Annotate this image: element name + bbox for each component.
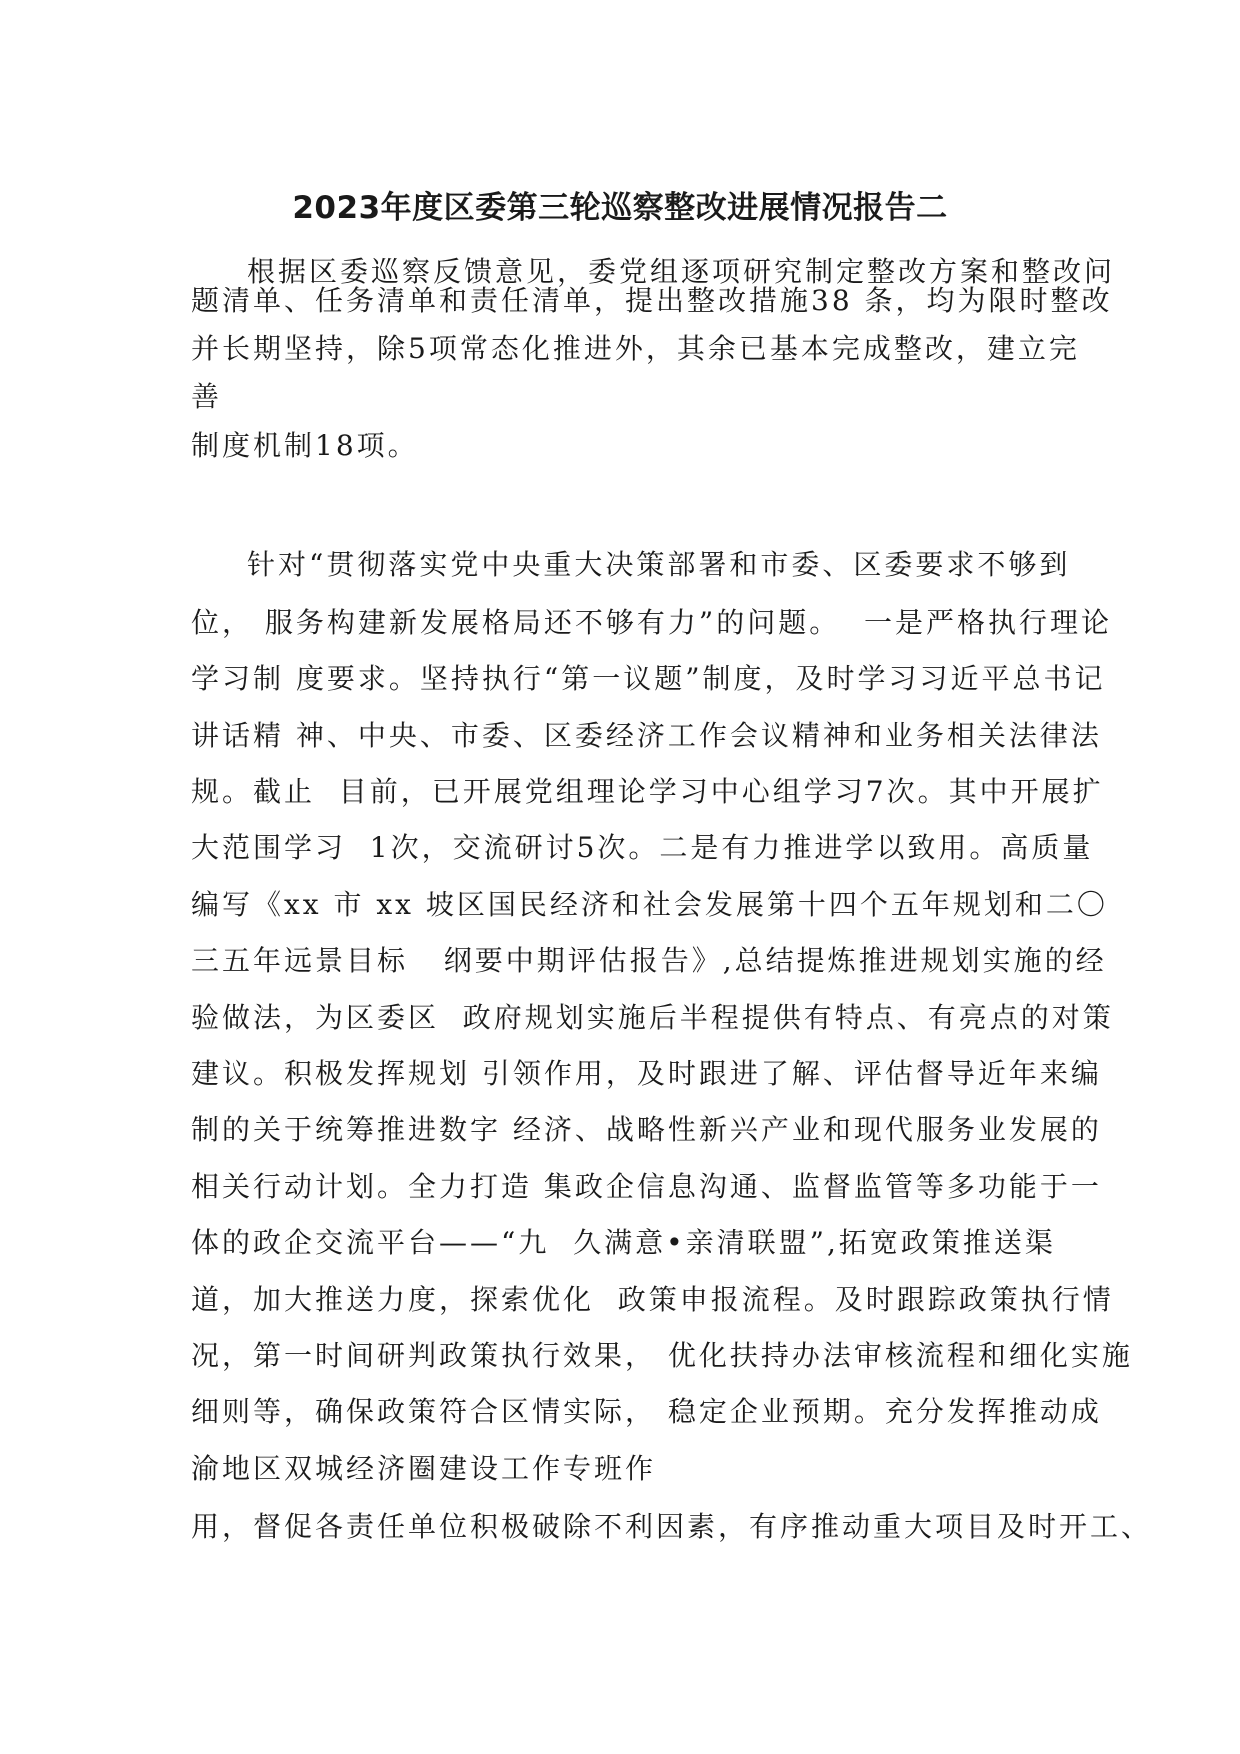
paragraph-line: 并长期坚持，除5项常态化推进外，其余已基本完成整改，建立完: [191, 332, 1080, 365]
paragraph-line: 大范围学习 1次，交流研讨5次。二是有力推进学以致用。高质量: [191, 831, 1094, 864]
paragraph-line: 制的关于统筹推进数字 经济、战略性新兴产业和现代服务业发展的: [191, 1113, 1102, 1146]
paragraph-line: 题清单、任务清单和责任清单，提出整改措施38 条，均为限时整改: [191, 284, 1113, 317]
paragraph-line: 讲话精 神、中央、市委、区委经济工作会议精神和业务相关法律法: [191, 719, 1102, 752]
paragraph-line: 渝地区双城经济圈建设工作专班作: [191, 1452, 657, 1485]
paragraph-line: 相关行动计划。全力打造 集政企信息沟通、监督监管等多功能于一: [191, 1170, 1102, 1203]
paragraph-line: 位， 服务构建新发展格局还不够有力”的问题。 一是严格执行理论: [191, 606, 1113, 639]
document-title: 2023年度区委第三轮巡察整改进展情况报告二: [292, 190, 948, 226]
paragraph-line: 体的政企交流平台——“九 久满意•亲清联盟”,拓宽政策推送渠: [191, 1226, 1056, 1259]
paragraph-line: 学习制 度要求。坚持执行“第一议题”制度，及时学习习近平总书记: [191, 662, 1106, 695]
paragraph-line: 规。截止 目前，已开展党组理论学习中心组学习7次。其中开展扩: [191, 775, 1104, 808]
paragraph-line: 建议。积极发挥规划 引领作用，及时跟进了解、评估督导近年来编: [191, 1057, 1102, 1090]
paragraph-line: 用，督促各责任单位积极破除不利因素，有序推动重大项目及时开工、: [191, 1510, 1153, 1543]
paragraph-line: 细则等，确保政策符合区情实际， 稳定企业预期。充分发挥推动成: [191, 1395, 1102, 1428]
paragraph-line: 善: [191, 380, 223, 413]
paragraph-line: 根据区委巡察反馈意见，委党组逐项研究制定整改方案和整改问: [247, 255, 1116, 288]
paragraph-line: 编写《xx 市 xx 坡区国民经济和社会发展第十四个五年规划和二〇: [191, 888, 1108, 921]
paragraph-line: 三五年远景目标 纲要中期评估报告》,总结提炼推进规划实施的经: [191, 944, 1107, 977]
paragraph-line: 制度机制18项。: [191, 429, 419, 462]
paragraph-line: 道，加大推送力度，探索优化 政策申报流程。及时跟踪政策执行情: [191, 1283, 1114, 1316]
paragraph-line: 针对“贯彻落实党中央重大决策部署和市委、区委要求不够到: [247, 548, 1071, 581]
paragraph-line: 验做法，为区委区 政府规划实施后半程提供有特点、有亮点的对策: [191, 1001, 1114, 1034]
paragraph-line: 况，第一时间研判政策执行效果， 优化扶持办法审核流程和细化实施: [191, 1339, 1133, 1372]
